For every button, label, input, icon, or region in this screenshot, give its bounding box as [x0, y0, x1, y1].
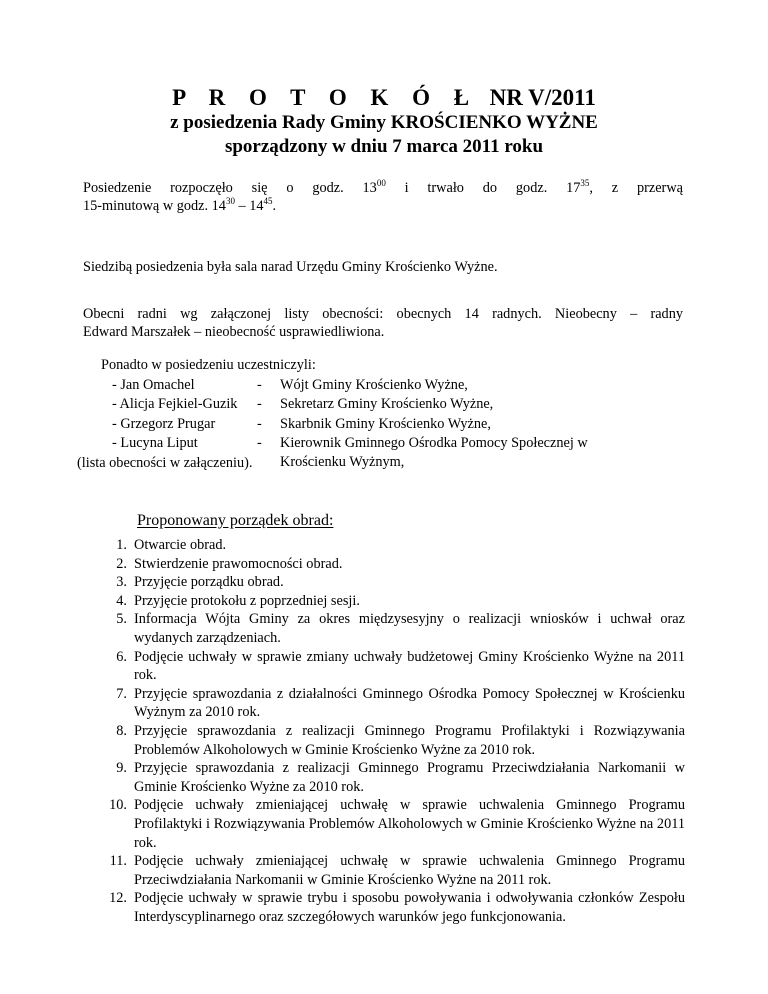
- session-start-minutes: 00: [376, 178, 386, 188]
- agenda-item-text: Przyjęcie sprawozdania z realizacji Gminnego Programu Przeciwdziałania Narkomanii w Gminie Krościenko Wyżne za 2010 rok.: [134, 760, 685, 795]
- participant-role: Wójt Gminy Krościenko Wyżne,: [280, 377, 468, 393]
- agenda-item: [81, 555, 685, 574]
- attendance-line-2: Edward Marszałek – nieobecność usprawiedliwiona.: [83, 324, 385, 340]
- agenda-list: [81, 536, 685, 926]
- agenda-item-number: 4.: [116, 592, 127, 609]
- participant-role: Kierownik Gminnego Ośrodka Pomocy Społecznej w Krościenku Wyżnym,: [280, 434, 588, 471]
- attendance-paragraph: [83, 305, 683, 341]
- break-end-minutes: 45: [263, 196, 273, 206]
- participant-name: - Alicja Fejkiel-Guzik: [112, 396, 238, 413]
- attendance-line-1: Obecni radni wg załączonej listy obecności: obecnych 14 radnych. Nieobecny – radny: [83, 306, 683, 322]
- agenda-item: [81, 610, 685, 647]
- agenda-item: [81, 889, 685, 926]
- location-paragraph: Siedzibą posiedzenia była sala narad Urzędu Gminy Krościenko Wyżne.: [83, 259, 498, 275]
- agenda-item-number: 10.: [109, 797, 127, 814]
- session-start-text: Posiedzenie rozpoczęło się o godz. 13: [83, 180, 377, 196]
- agenda-item: [81, 592, 685, 611]
- session-end-text: i trwało do godz. 17: [385, 180, 581, 196]
- session-time-line-1: [83, 179, 683, 197]
- agenda-item-text: Przyjęcie sprawozdania z działalności Gminnego Ośrodka Pomocy Społecznej w Krościenku Wyżnym za 2010 rok.: [134, 685, 685, 721]
- participant-role: Sekretarz Gminy Krościenko Wyżne,: [280, 396, 494, 413]
- participant-name: - Lucyna Liput: [112, 434, 198, 451]
- agenda-item-text: Przyjęcie protokołu z poprzedniej sesji.: [134, 592, 360, 609]
- break-end-period: .: [272, 198, 277, 214]
- agenda-item-text: Przyjęcie sprawozdania z realizacji Gminnego Programu Profilaktyki i Rozwiązywania Problemów Alkoholowych w Gminie Krościenko Wyżne za 2010 rok.: [134, 722, 685, 758]
- agenda-item-text: Otwarcie obrad.: [134, 537, 227, 553]
- agenda-item: [81, 685, 685, 722]
- subtitle-council: z posiedzenia Rady Gminy KROŚCIENKO WYŻNE: [170, 112, 598, 133]
- agenda-item-number: 11.: [109, 853, 127, 870]
- title-protokol: P R O T O K Ó Ł: [172, 85, 479, 110]
- agenda-item-number: 5.: [116, 611, 127, 628]
- session-end-minutes: 35: [580, 178, 590, 188]
- agenda-item-number: 1.: [116, 537, 127, 553]
- agenda-item-text: Podjęcie uchwały zmieniającej uchwałę w sprawie uchwalenia Gminnego Programu Profilaktyki i Rozwiązywania Problemów Alkoholowych w Gminie Krościenko Wyżne na 2011 rok.: [134, 797, 685, 851]
- agenda-item: [81, 648, 685, 685]
- page-title: [0, 85, 768, 111]
- agenda-item: [81, 759, 685, 796]
- break-start-minutes: 30: [225, 196, 235, 206]
- title-number: NR V/2011: [489, 85, 596, 110]
- agenda-item: [81, 573, 685, 592]
- participant-dash: -: [257, 415, 262, 432]
- participant-role: Skarbnik Gminy Krościenko Wyżne,: [280, 415, 491, 432]
- agenda-item: [81, 722, 685, 759]
- agenda-title: Proponowany porządek obrad:: [137, 512, 334, 529]
- agenda-item-number: 2.: [116, 555, 127, 572]
- attendance-list-note: (lista obecności w załączeniu).: [77, 455, 253, 471]
- agenda-item: [81, 536, 685, 555]
- agenda-item: [81, 852, 685, 889]
- agenda-item-number: 6.: [116, 648, 127, 665]
- agenda-item-text: Informacja Wójta Gminy za okres międzysesyjny o realizacji wniosków i uchwał oraz wydanych zarządzeniach.: [134, 611, 685, 646]
- agenda-item-text: Podjęcie uchwały w sprawie zmiany uchwały budżetowej Gminy Krościenko Wyżne na 2011 rok.: [134, 648, 685, 684]
- agenda-item-number: 9.: [116, 760, 127, 777]
- break-end-text: – 14: [234, 198, 264, 214]
- session-time-paragraph: [83, 179, 683, 215]
- agenda-item-text: Stwierdzenie prawomocności obrad.: [134, 555, 343, 572]
- agenda-item-text: Podjęcie uchwały w sprawie trybu i sposobu powoływania i odwoływania członków Zespołu Interdyscyplinarnego oraz szczegółowych warunków jego funkcjonowania.: [134, 890, 685, 925]
- break-start-text: 15-minutową w godz. 14: [83, 198, 226, 214]
- agenda-item-text: Przyjęcie porządku obrad.: [134, 574, 284, 591]
- agenda-item-number: 3.: [116, 574, 127, 591]
- agenda-item-number: 12.: [109, 890, 127, 907]
- session-time-line-2: [83, 197, 683, 215]
- agenda-item-text: Podjęcie uchwały zmieniającej uchwałę w sprawie uchwalenia Gminnego Programu Przeciwdziałania Narkomanii w Gminie Krościenko Wyżne na 2011 rok.: [134, 853, 685, 888]
- participant-dash: -: [257, 434, 262, 451]
- participants-intro: Ponadto w posiedzeniu uczestniczyli:: [101, 357, 316, 373]
- agenda-item-number: 7.: [116, 685, 127, 702]
- agenda-item-number: 8.: [116, 722, 127, 739]
- agenda-item: [81, 796, 685, 852]
- participant-name: - Grzegorz Prugar: [112, 415, 216, 432]
- participant-name: - Jan Omachel: [112, 377, 195, 393]
- session-break-text: , z przerwą: [589, 180, 683, 196]
- subtitle-date: sporządzony w dniu 7 marca 2011 roku: [224, 136, 544, 157]
- participant-dash: -: [257, 377, 262, 393]
- participant-dash: -: [257, 396, 262, 413]
